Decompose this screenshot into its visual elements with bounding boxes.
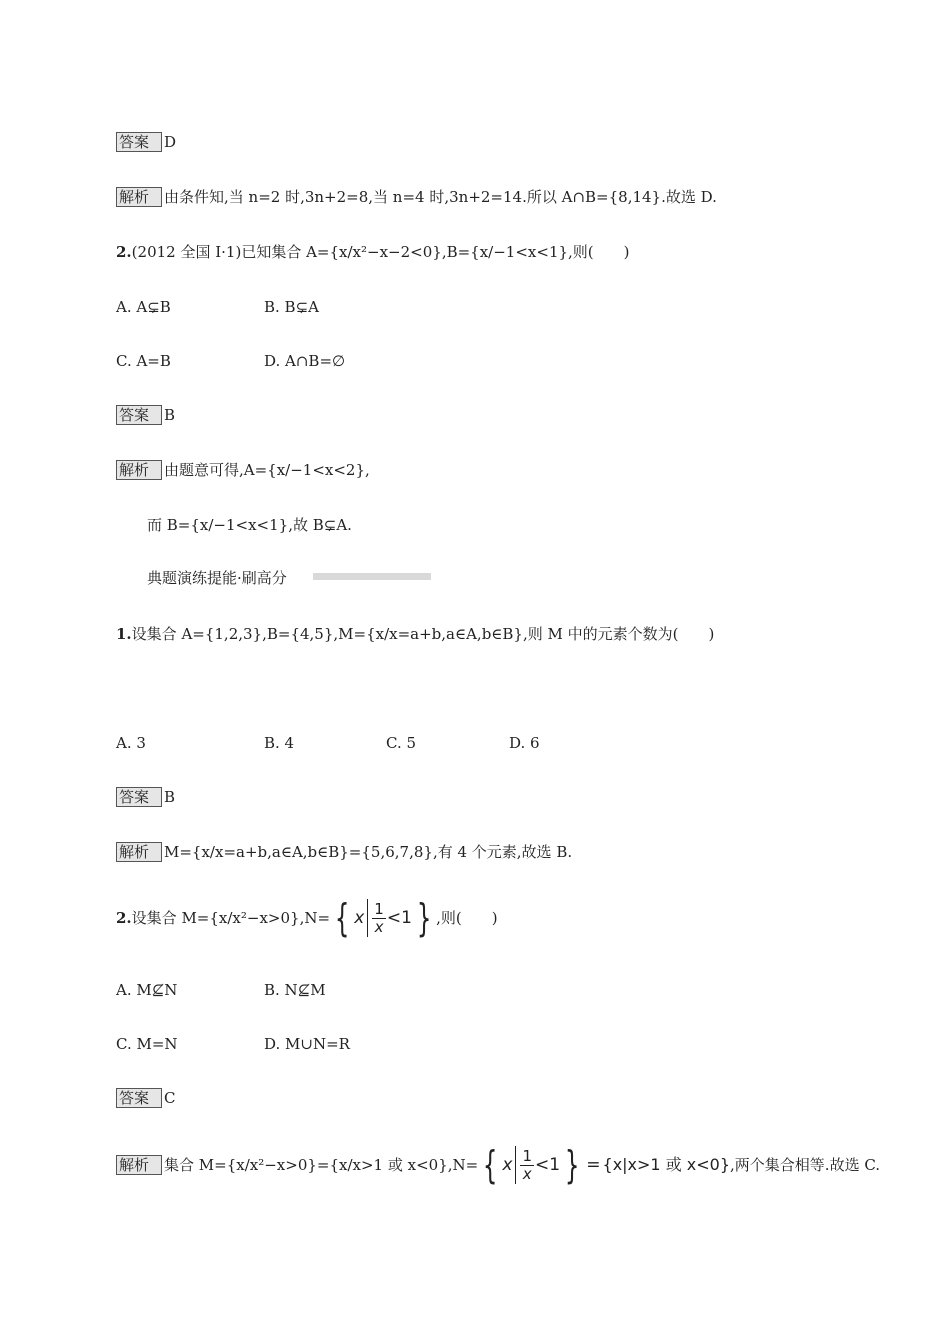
analysis-row-3 <box>116 842 572 862</box>
section-divider <box>313 573 431 580</box>
option-b: B. 4 <box>264 734 295 752</box>
answer-value: D <box>164 133 177 151</box>
equals-sign: = <box>586 1155 601 1175</box>
analysis-row-1 <box>116 187 717 207</box>
question-text: (2012 全国 Ⅰ·1)已知集合 A={x/x²−x−2<0},B={x/−1<x<1},则( ) <box>131 243 630 261</box>
answer-row-4 <box>116 1088 175 1108</box>
option-c: C. 5 <box>386 734 417 752</box>
analysis-tag: 解析 <box>116 1155 162 1175</box>
practice-question-2 <box>116 896 498 940</box>
question-text: 设集合 A={1,2,3},B={4,5},M={x/x=a+b,a∈A,b∈B},则 M 中的元素个数为( ) <box>131 625 715 643</box>
option-b: B. B⊊A <box>264 298 319 316</box>
answer-row-1 <box>116 132 176 152</box>
answer-value: B <box>164 788 176 806</box>
answer-row-2 <box>116 405 175 425</box>
answer-tag: 答案 <box>116 132 162 152</box>
option-a: A. 3 <box>116 734 146 752</box>
option-d: D. 6 <box>509 734 540 752</box>
question-text: 设集合 M={x/x²−x>0},N= <box>131 909 331 927</box>
option-a: A. A⊊B <box>116 298 171 316</box>
analysis-text: M={x/x=a+b,a∈A,b∈B}={5,6,7,8},有 4 个元素,故选 B. <box>164 843 573 861</box>
set-n-expression: { x $\frac{1}{x}$ <1 } <box>483 1143 580 1187</box>
answer-tag: 答案 <box>116 787 162 807</box>
option-c: C. M=N <box>116 1035 178 1053</box>
question-2012 <box>116 242 630 262</box>
answer-value: B <box>164 406 176 424</box>
practice-question-1 <box>116 624 714 644</box>
option-a: A. M⊈N <box>116 981 178 999</box>
question-number: 2. <box>116 243 132 261</box>
analysis-tag: 解析 <box>116 460 162 480</box>
analysis-text: 由题意可得,A={x/−1<x<2}, <box>164 461 370 479</box>
option-d: D. A∩B=∅ <box>264 352 346 370</box>
analysis-continuation: 而 B={x/−1<x<1},故 B⊊A. <box>147 516 352 534</box>
answer-tag: 答案 <box>116 405 162 425</box>
answer-tag: 答案 <box>116 1088 162 1108</box>
result-set: {x|x>1 或 x<0} <box>602 1155 731 1174</box>
analysis-tag: 解析 <box>116 842 162 862</box>
answer-row-3 <box>116 787 175 807</box>
option-c: C. A=B <box>116 352 171 370</box>
question-number: 2. <box>116 909 132 927</box>
question-number: 1. <box>116 625 132 643</box>
fraction: $\frac{1}{x}$ <box>374 899 384 936</box>
analysis-row-4 <box>116 1142 880 1188</box>
analysis-conclusion: ,两个集合相等.故选 C. <box>730 1156 881 1174</box>
option-d: D. M∪N=R <box>264 1035 350 1053</box>
analysis-row-2 <box>116 460 370 480</box>
analysis-tag: 解析 <box>116 187 162 207</box>
section-title: 典题演练提能·刷高分 <box>147 569 287 587</box>
answer-value: C <box>164 1089 176 1107</box>
analysis-text: 集合 M={x/x²−x>0}={x/x>1 或 x<0},N= <box>164 1156 479 1174</box>
fraction: $\frac{1}{x}$ <box>522 1146 533 1183</box>
option-b: B. N⊈M <box>264 981 326 999</box>
analysis-text: 由条件知,当 n=2 时,3n+2=8,当 n=4 时,3n+2=14.所以 A∩B={8,14}.故选 D. <box>164 188 717 206</box>
question-suffix: ,则( ) <box>436 909 498 927</box>
set-n-expression: { x $\frac{1}{x}$ <1 } <box>334 896 432 940</box>
